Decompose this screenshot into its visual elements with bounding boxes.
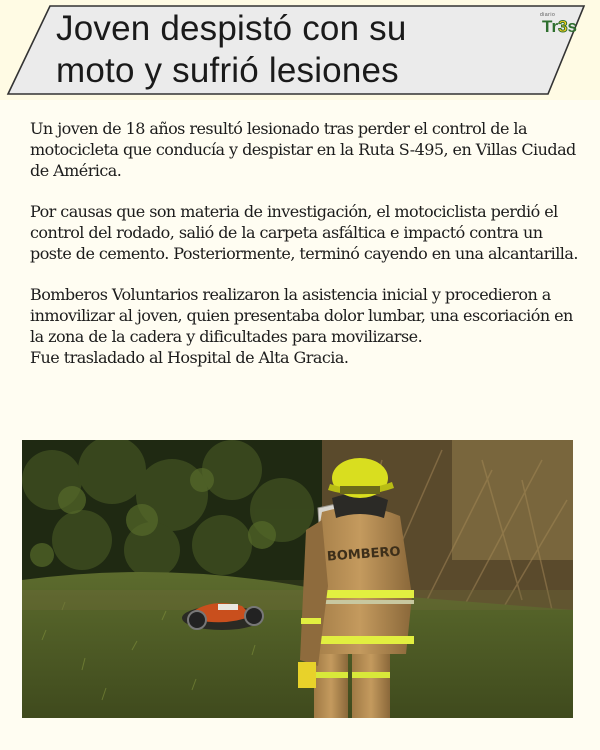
paragraph-2: Por causas que son materia de investigación, el motociclista perdió el control del rodado, salió de la carpeta asfáltica e impactó contra un poste de cemento. Posteriormente, terminó cayendo en una alcantarilla.: [30, 202, 578, 263]
photo-illustration: [22, 440, 573, 718]
headline-line-1: Joven despistó con su: [56, 9, 407, 48]
accident-photo: [22, 440, 573, 718]
paragraph-4: Fue trasladado al Hospital de Alta Gracia.: [30, 348, 349, 367]
logo-wordmark: Tr3s: [542, 17, 577, 36]
paragraph-1: Un joven de 18 años resultó lesionado tras perder el control de la motocicleta que conducía y despistar en la Ruta S-495, en Villas Ciudad de América.: [30, 119, 576, 180]
article-body: [30, 118, 578, 388]
title-banner: [0, 0, 600, 100]
uniform-label: BOMBERO: [326, 544, 402, 565]
logo-small-text: diario: [540, 12, 556, 18]
headline: [56, 8, 476, 92]
paragraph-3: Bomberos Voluntarios realizaron la asistencia inicial y procedieron a inmovilizar al joven, quien presentaba dolor lumbar, una escoriación en la zona de la cadera y dificultades para movilizarse.: [30, 285, 573, 346]
headline-line-2: moto y sufrió lesiones: [56, 51, 399, 90]
brand-logo: [536, 12, 586, 40]
